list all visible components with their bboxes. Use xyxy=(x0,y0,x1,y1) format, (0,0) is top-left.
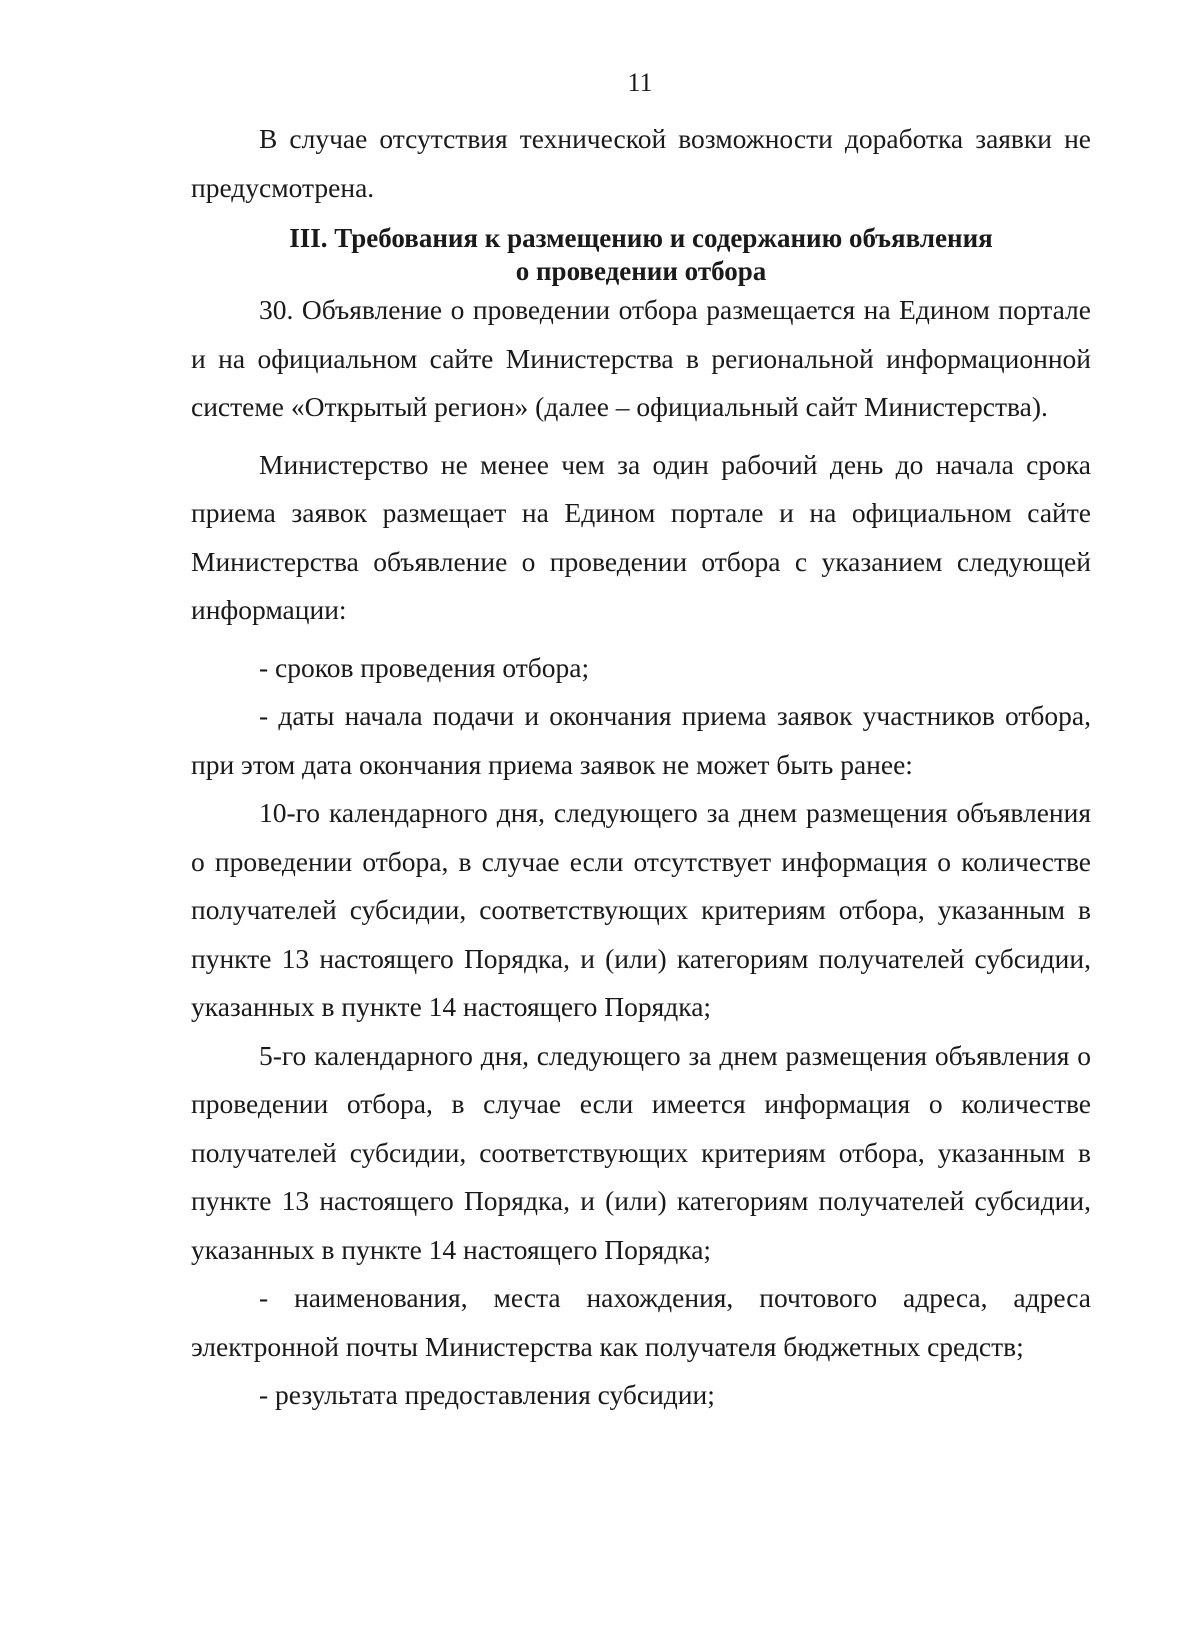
body-block xyxy=(191,286,1091,1420)
list-item-dates: - даты начала подачи и окончания приема заявок участников отбора, при этом дата окончания приема заявок не может быть ранее: xyxy=(191,700,1091,780)
list-item-terms: - сроков проведения отбора; xyxy=(259,651,590,683)
intro-block xyxy=(191,115,1091,212)
section-heading xyxy=(191,222,1091,288)
section-heading-line1: III. Требования к размещению и содержанию объявления xyxy=(289,223,993,253)
intro-paragraph: В случае отсутствия технической возможности доработка заявки не предусмотрена. xyxy=(191,123,1091,203)
paragraph-day10: 10-го календарного дня, следующего за днем размещения объявления о проведении отбора, в случае если отсутствует информация о количестве получателей субсидии, соответствующих критериям отбора, указанным в пункте 13 настоящего Порядка, и (или) категориям получателей субсидии, указанных в пункте 14 настоящего Порядка; xyxy=(191,797,1091,1022)
list-item-name: - наименования, места нахождения, почтового адреса, адреса электронной почты Министерства как получателя бюджетных средств; xyxy=(191,1282,1091,1362)
section-heading-line2: о проведении отбора xyxy=(515,256,767,286)
paragraph-day5: 5-го календарного дня, следующего за днем размещения объявления о проведении отбора, в случае если имеется информация о количестве получателей субсидии, соответствующих критериям отбора, указанным в пункте 13 настоящего Порядка, и (или) категориям получателей субсидии, указанных в пункте 14 настоящего Порядка; xyxy=(191,1039,1091,1265)
paragraph-ministry: Министерство не менее чем за один рабочий день до начала срока приема заявок размещает на Едином портале и на официальном сайте Министерства объявление о проведении отбора с указанием следующей информации: xyxy=(191,448,1091,625)
list-item-result: - результата предоставления субсидии; xyxy=(259,1379,715,1410)
paragraph-30: 30. Объявление о проведении отбора размещается на Едином портале и на официальном сайте Министерства в региональной информационной системе «Открытый регион» (далее – официальный сайт Министерства). xyxy=(191,294,1091,422)
page-number: 11 xyxy=(627,68,653,97)
